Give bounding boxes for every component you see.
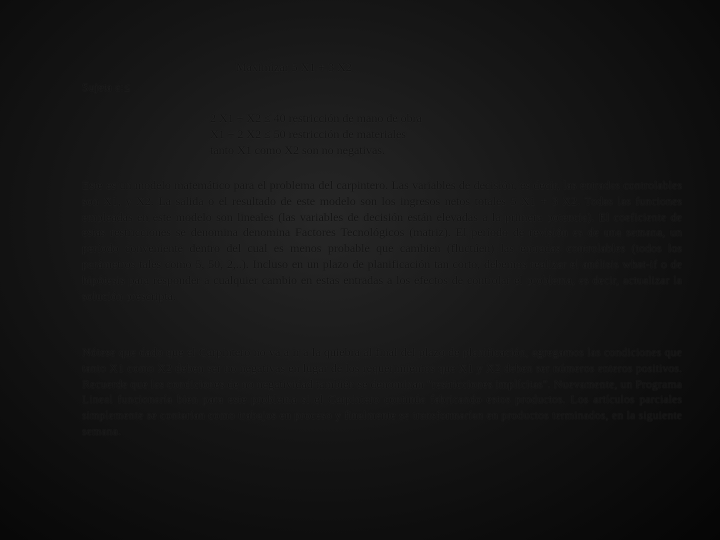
paragraph-model-description: Este es un modelo matemático para el problema del carpintero. Las variables de decisión, es decir, las entradas controlables son X1, y X2. La salida o el resultado de este modelo son los ingresos netos totales 5 X1 + 3 X2. Todas las funciones empleadas en este modelo son lineales (las variables de decisión están elevadas a la primera potencia). El coeficiente de estas restricciones se denomina denomina Factores Tecnológicos (matriz). El período de revisión es de una semana, un período conveniente dentro del cual es menos probable que cambien (fluctúen) las entradas controlables (todos los parámetros tales como 5, 50, 2,..). Incluso en un plazo de planificación tan corto, debemos realizar el análisis what-if o de hipótesis para responder a cualquier cambio en estas entradas a los efectos de controlar el problema, es decir, actualizar la solución prescripta.: [82, 178, 682, 303]
constraint-non-negativity: tanto X1 como X2 son no negativas.: [210, 143, 385, 157]
constraints-list: [210, 110, 422, 158]
paragraph-implicit-restrictions: Nótese que dado que el Carpintero no va a ir a la quiebra al final del plazo de planificación, agregamos las condiciones que tanto X1 como X2 deben ser no negativas en lugar de los requerimientos que X1 y X2 deben ser números enteros positivos. Recuerde que las condiciones de no negatividad también se denominan "restricciones implícitas". Nuevamente, un Programa Lineal funcionaría bien para este problema si el Carpintero continúa fabricando estos productos. Los artículos parciales simplemente se contarían como trabajos en proceso y finalmente se transformarían en productos terminados, en la siguiente semana.: [82, 345, 682, 438]
constraint-materials: X1 + 2 X2 ≤ 50 restricción de materiales: [210, 127, 406, 141]
objective-function: Maximizar 5 X1 + 3 X2: [236, 60, 352, 74]
constraint-labor: 2 X1 + X2 ≤ 40 restricción de mano de obra: [210, 111, 422, 125]
subject-to-label: Sujeta a:≤: [82, 80, 131, 94]
